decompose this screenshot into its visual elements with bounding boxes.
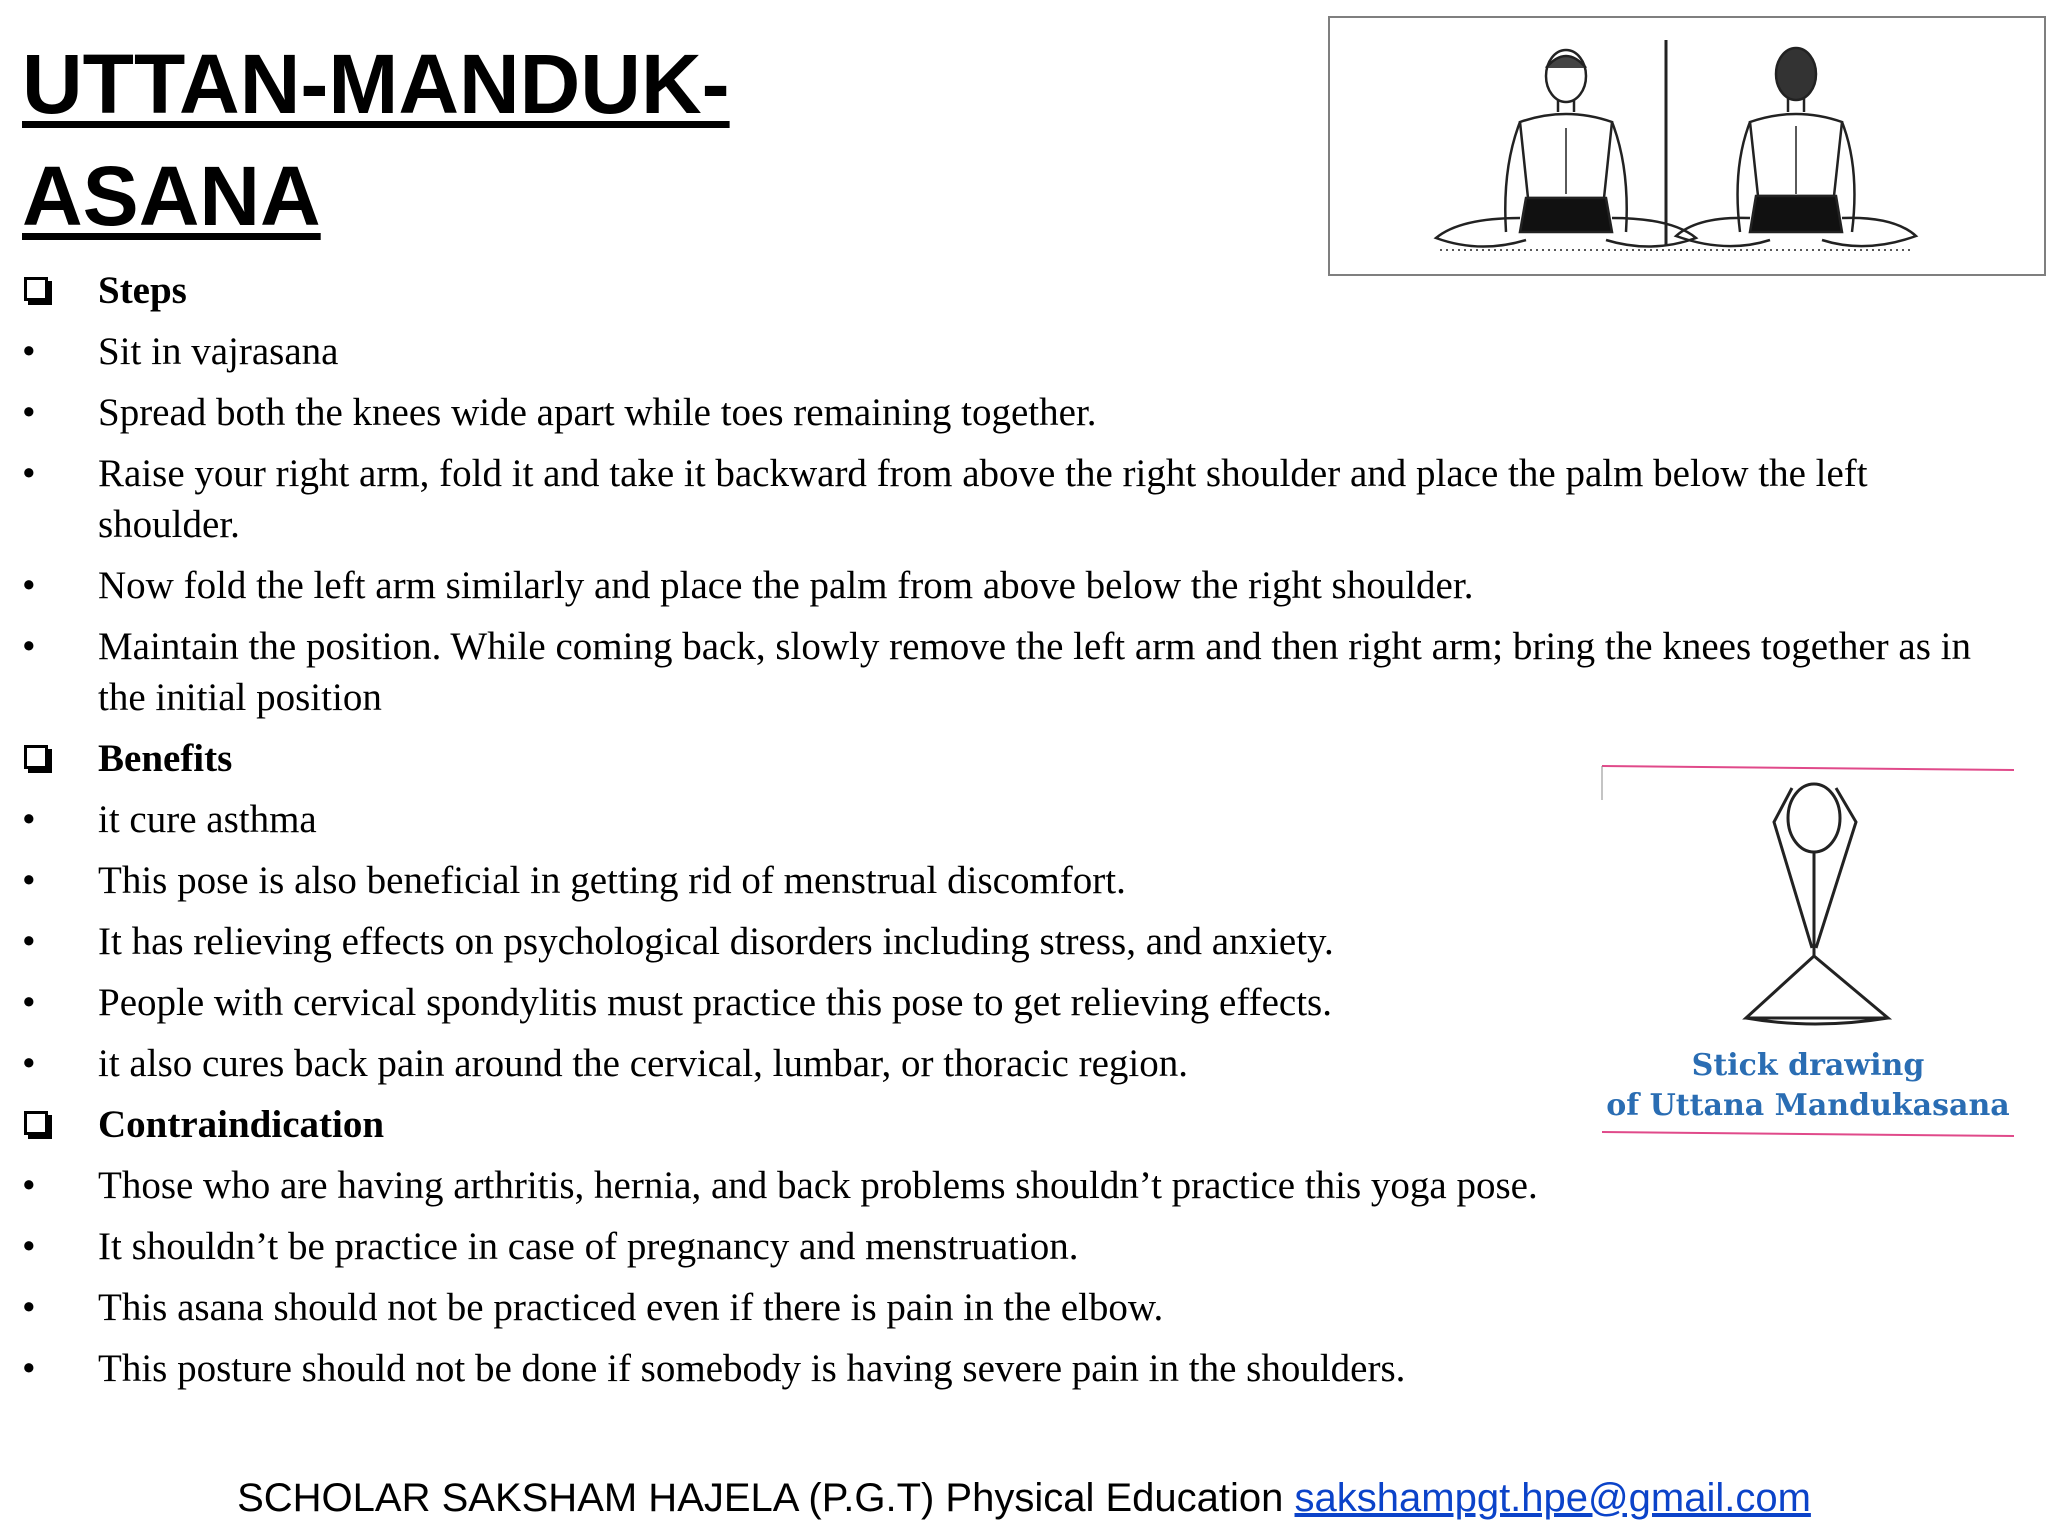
list-item (22, 321, 2002, 382)
list-item (22, 1033, 2002, 1094)
list-item (22, 443, 2002, 555)
list-item (22, 1338, 2002, 1399)
caption-line-2: of Uttana Mandukasana (1606, 1088, 2010, 1123)
title-line-1: UTTAN-MANDUK- (22, 37, 730, 131)
footer (0, 1473, 2048, 1523)
list-item-text: It shouldn’t be practice in case of pregnancy and menstruation. (98, 1225, 1079, 1268)
bullet-icon: • (22, 981, 36, 1024)
bullet-icon: • (22, 391, 36, 434)
bullet-icon: • (22, 920, 36, 963)
pose-illustration-frame (1328, 16, 2046, 276)
section-heading-contraindication (22, 1094, 2002, 1155)
list-item-text: Now fold the left arm similarly and place the palm from above below the right shoulder. (98, 564, 1474, 607)
bullet-icon: • (22, 1347, 36, 1390)
checkbox-icon (24, 1111, 48, 1135)
list-item-text: Those who are having arthritis, hernia, and back problems shouldn’t practice this yoga pose. (98, 1164, 1538, 1207)
list-item (22, 911, 2002, 972)
title-line-2: ASANA (22, 149, 321, 243)
list-item-text: Sit in vajrasana (98, 330, 339, 373)
checkbox-icon (24, 277, 48, 301)
bullet-icon: • (22, 452, 36, 495)
list-item-text: People with cervical spondylitis must practice this pose to get relieving effects. (98, 981, 1332, 1024)
footer-email-link[interactable]: sakshampgt.hpe@gmail.com (1294, 1476, 1811, 1520)
section-heading-steps (22, 260, 2002, 321)
checkbox-icon (24, 745, 48, 769)
list-item-text: It has relieving effects on psychological disorders including stress, and anxiety. (98, 920, 1334, 963)
list-item (22, 1216, 2002, 1277)
list-item (22, 1277, 2002, 1338)
list-item-text: Raise your right arm, fold it and take it backward from above the right shoulder and place the palm below the left shoulder. (98, 452, 1868, 546)
list-item (22, 972, 2002, 1033)
list-item-text: it also cures back pain around the cervical, lumbar, or thoracic region. (98, 1042, 1189, 1085)
asana-content (22, 260, 2002, 1399)
list-item-text: This pose is also beneficial in getting rid of menstrual discomfort. (98, 859, 1126, 902)
list-item (22, 616, 2002, 728)
list-item (22, 382, 2002, 443)
bullet-icon: • (22, 625, 36, 668)
caption-line-1: Stick drawing (1691, 1048, 1925, 1083)
bullet-icon: • (22, 1164, 36, 1207)
section-title: Steps (98, 269, 187, 312)
list-item-text: This asana should not be practiced even if there is pain in the elbow. (98, 1286, 1164, 1329)
list-item-text: Spread both the knees wide apart while toes remaining together. (98, 391, 1097, 434)
bullet-icon: • (22, 798, 36, 841)
list-item-text: This posture should not be done if somebody is having severe pain in the shoulders. (98, 1347, 1406, 1390)
list-item (22, 555, 2002, 616)
bullet-icon: • (22, 564, 36, 607)
bullet-icon: • (22, 1286, 36, 1329)
page-title (22, 28, 730, 252)
list-item (22, 850, 2002, 911)
pose-illustration (1330, 18, 2044, 274)
list-item-text: it cure asthma (98, 798, 317, 841)
list-item (22, 1155, 2002, 1216)
list-item-text: Maintain the position. While coming back, slowly remove the left arm and then right arm; bring the knees together as in the initial position (98, 625, 1971, 719)
bullet-icon: • (22, 859, 36, 902)
bullet-icon: • (22, 1225, 36, 1268)
list-item (22, 789, 2002, 850)
section-heading-benefits (22, 728, 2002, 789)
footer-credit: SCHOLAR SAKSHAM HAJELA (P.G.T) Physical Education (237, 1476, 1295, 1520)
section-title: Contraindication (98, 1103, 385, 1146)
bullet-icon: • (22, 1042, 36, 1085)
bullet-icon: • (22, 330, 36, 373)
section-title: Benefits (98, 737, 233, 780)
